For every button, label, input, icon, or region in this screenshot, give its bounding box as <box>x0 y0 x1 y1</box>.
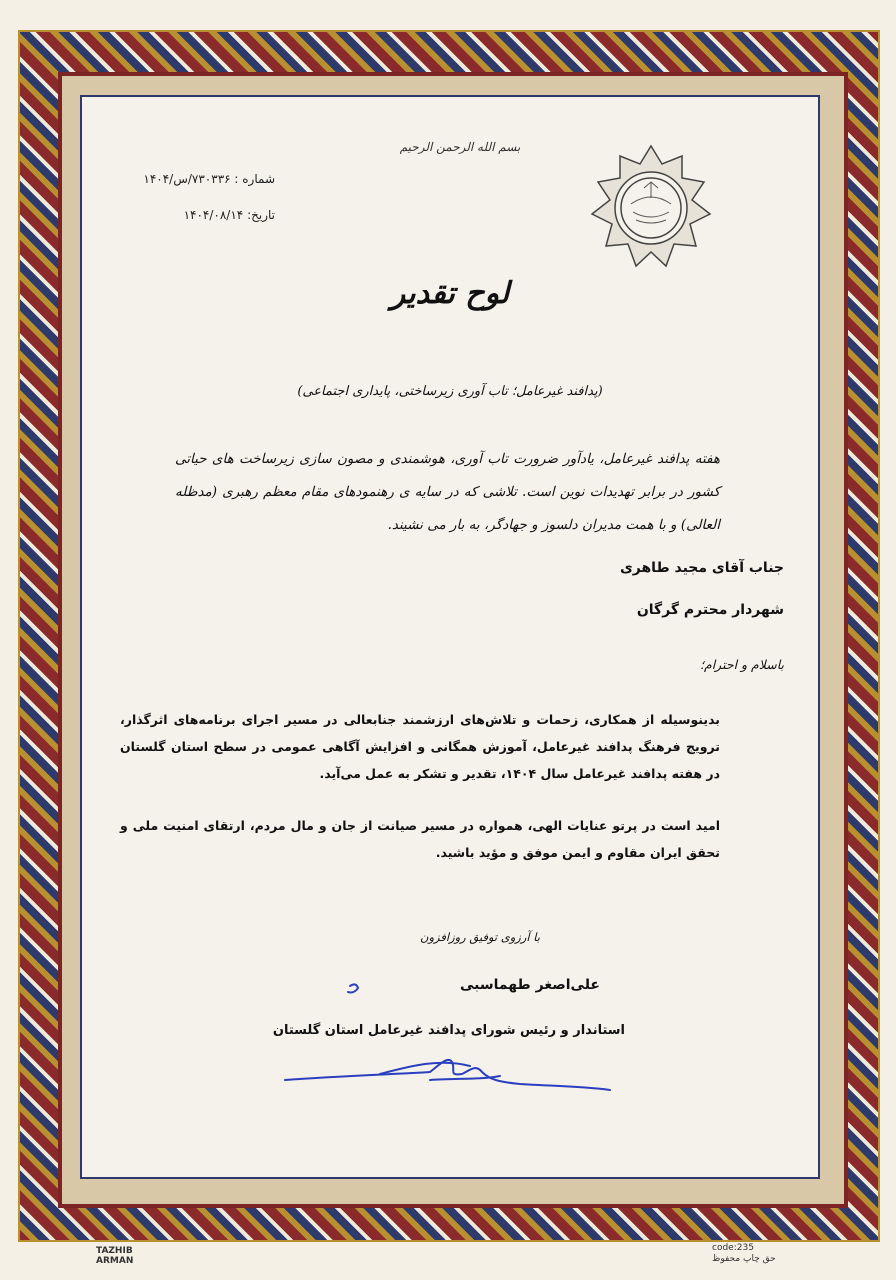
certificate-title: لوح تقدیر <box>390 276 510 311</box>
signer-name: علی‌اصغر طهماسبی <box>460 977 600 993</box>
basmala: بسم الله الرحمن الرحیم <box>399 140 521 154</box>
publisher-logo <box>96 1246 133 1266</box>
copyright-note: حق چاپ محفوظ <box>712 1254 776 1264</box>
letter-number <box>115 172 275 186</box>
signer-title: استاندار و رئیس شورای پدافند غیرعامل استان گلستان <box>272 1023 625 1038</box>
date-value: ۱۴۰۴/۰۸/۱۴ <box>183 208 244 222</box>
number-label: شماره : <box>234 172 275 186</box>
addressee-name: جناب آقای مجید طاهری <box>619 560 784 576</box>
print-code <box>712 1243 776 1265</box>
number-value: ۷۳۰۳۳۶/س/۱۴۰۴ <box>143 172 231 186</box>
brand-line-1: TAZHIB <box>96 1246 133 1256</box>
handwritten-signature <box>280 980 620 1100</box>
letter-date <box>115 208 275 222</box>
greeting: باسلام و احترام؛ <box>700 657 784 672</box>
closing-wish: با آرزوی توفیق روزافزون <box>420 930 540 944</box>
body-paragraph-1: بدینوسیله از همکاری، زحمات و تلاش‌های ارزشمند جنابعالی در مسیر اجرای برنامه‌های اثرگذار، ترویج فرهنگ پدافند غیرعامل، آموزش همگانی و افزایش آگاهی عمومی در سطح استان گلستان در هفته پدافند غیرعامل سال ۱۴۰۴، تقدیر و تشکر به عمل می‌آید. <box>120 712 720 781</box>
addressee-position: شهردار محترم گرگان <box>636 602 784 618</box>
certificate-subtitle: (پدافند غیرعامل؛ تاب آوری زیرساختی، پایداری اجتماعی) <box>297 384 603 399</box>
code-value: code:235 <box>712 1243 754 1253</box>
body-paragraph-2: امید است در پرتو عنایات الهی، همواره در مسیر صیانت از جان و مال مردم، ارتقای امنیت ملی و تحقق ایران مقاوم و ایمن موفق و مؤید باشید. <box>120 818 720 860</box>
governorate-emblem-icon <box>586 142 716 272</box>
date-label: تاریخ: <box>247 208 275 222</box>
brand-line-2: ARMAN <box>96 1256 134 1266</box>
intro-text: هفته پدافند غیرعامل، یادآور ضرورت تاب آوری، هوشمندی و مصون سازی زیرساخت های حیاتی کشور در برابر تهدیدات نوین است. تلاشی که در سایه ی رهنمودهای مقام معظم رهبری (مدظله العالی) و با همت مدیران دلسوز و جهادگر، به بار می نشیند. <box>175 451 720 533</box>
